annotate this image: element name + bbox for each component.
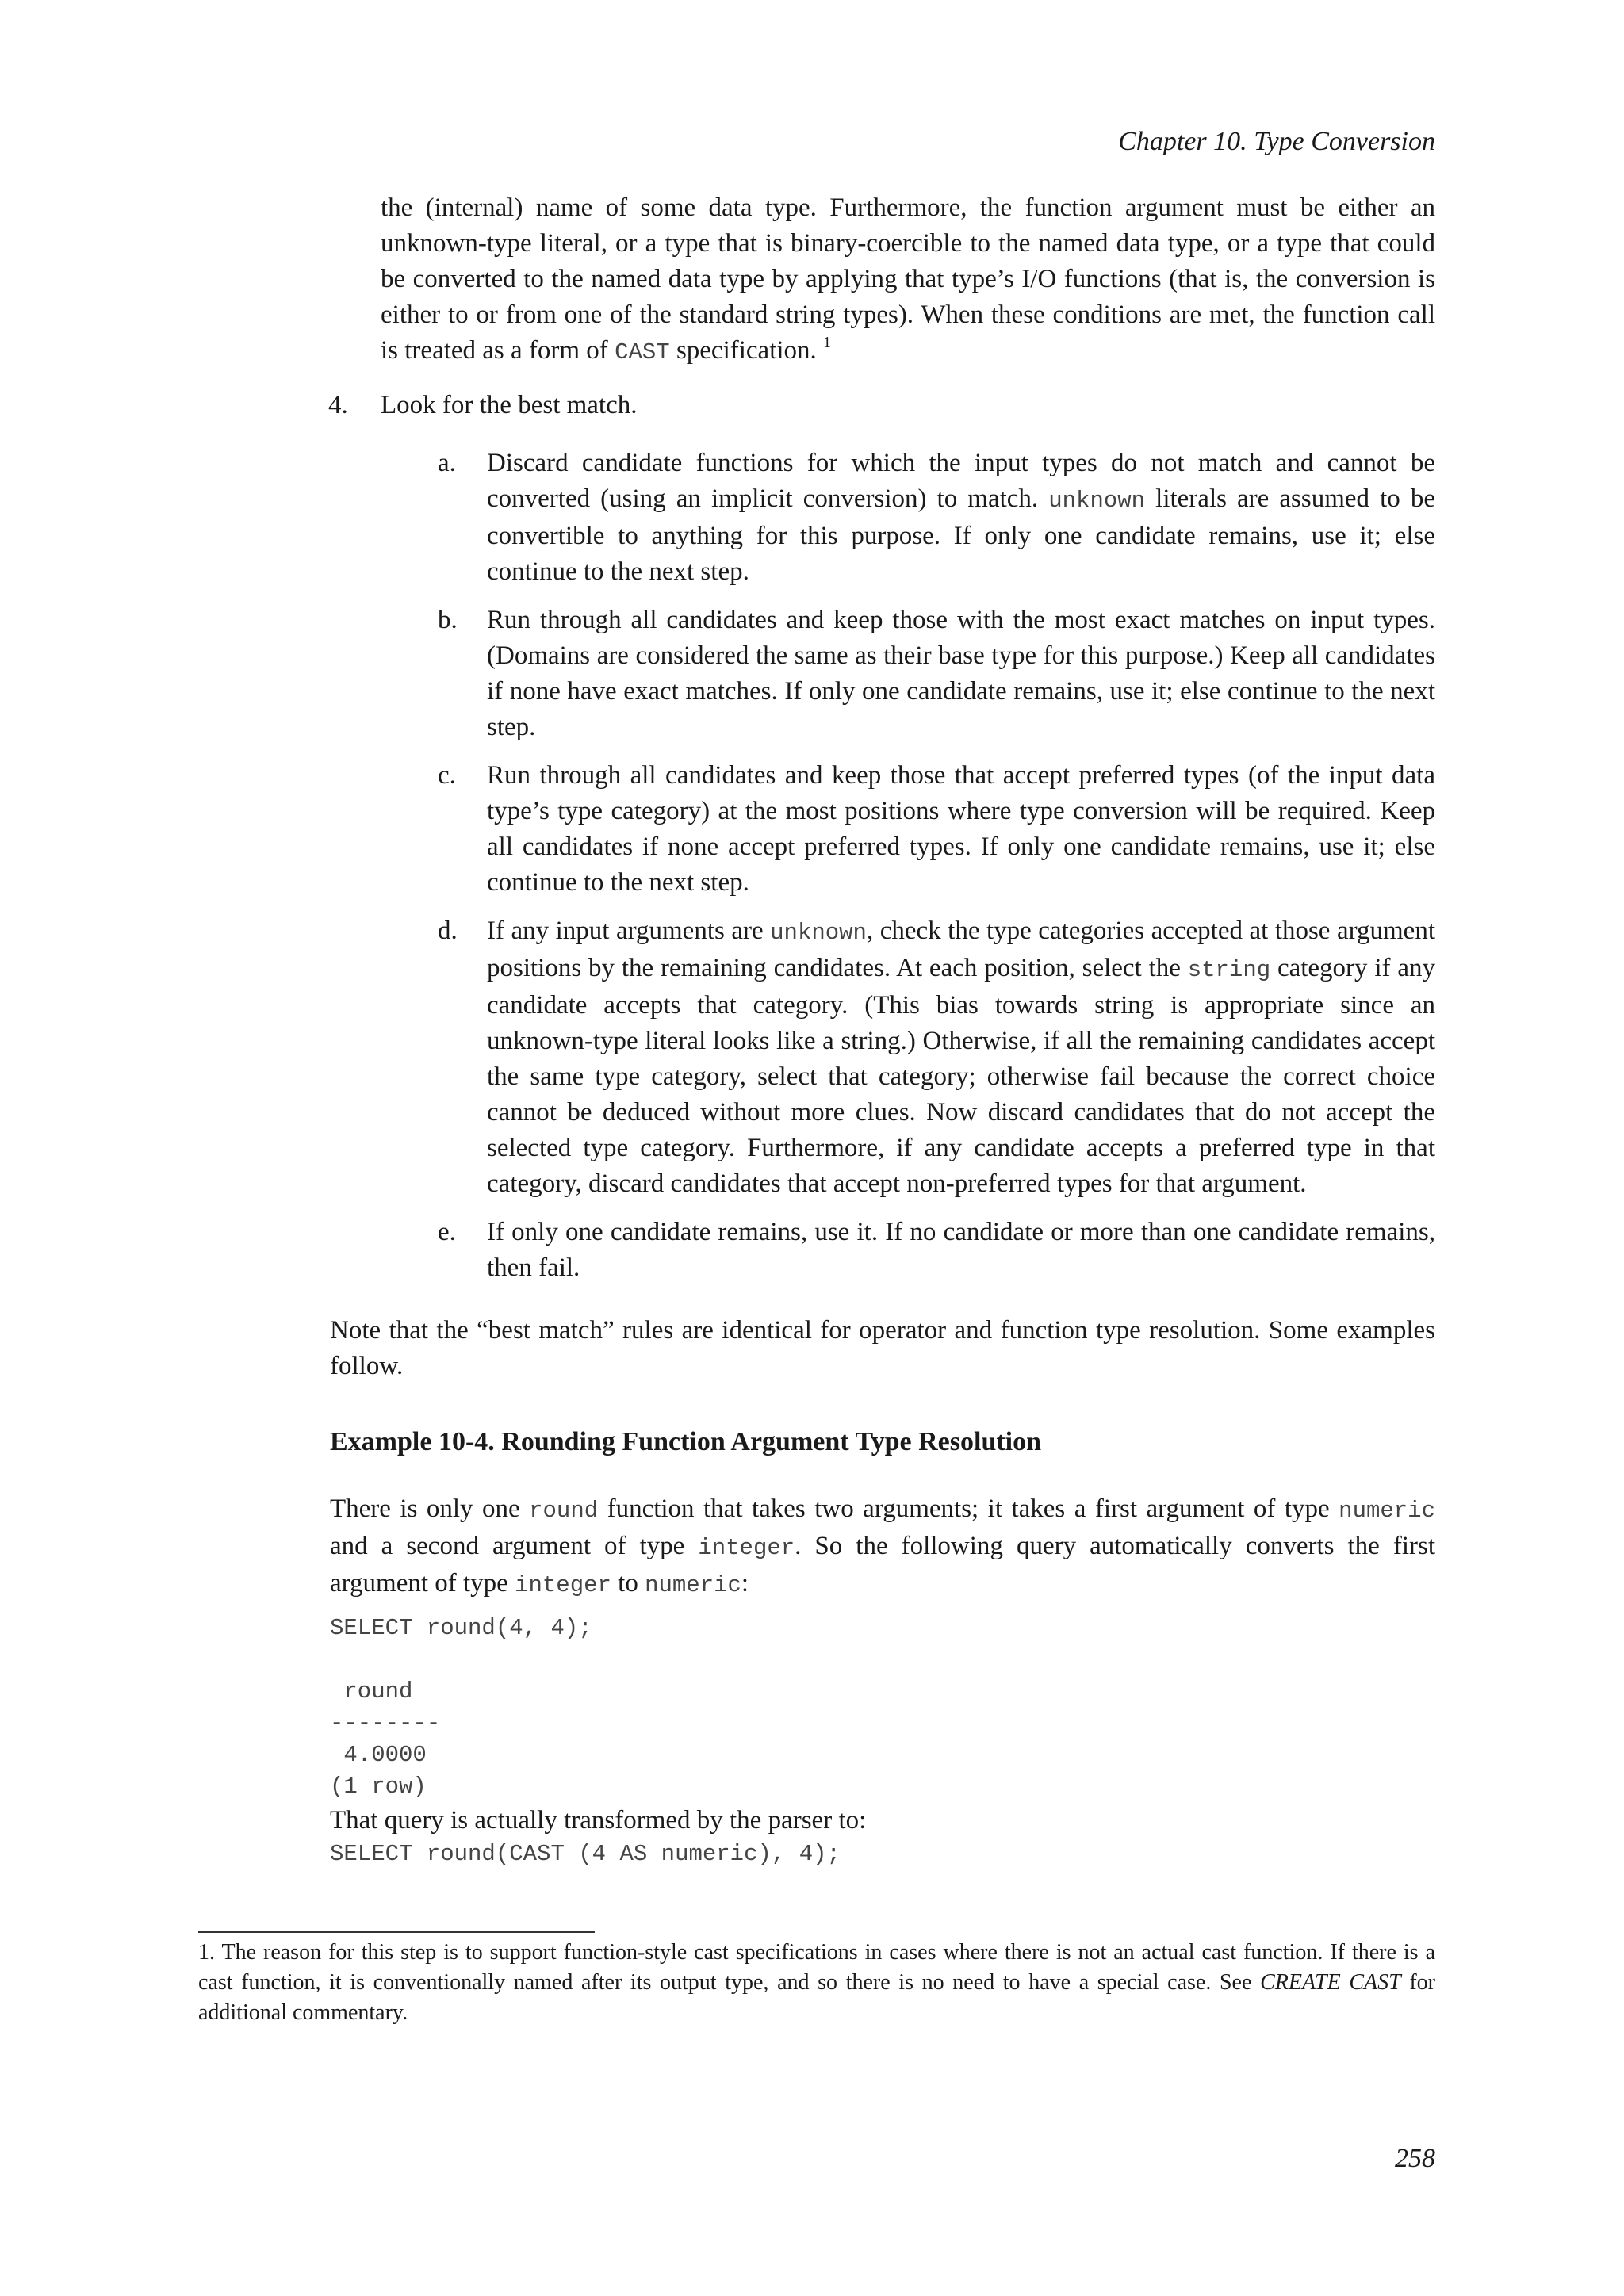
code-cast: CAST	[615, 339, 670, 365]
substep-e: e. If only one candidate remains, use it. If no candidate or more than one candidate remains, then fail.	[438, 1218, 1435, 1282]
footnote: 1. The reason for this step is to support function-style cast specifications in cases where there is not an actual cast function. If there is a cast function, it is conventionally named after its output type, and so there is no need to have a special case. See CREATE CAST for additional commentary.	[198, 1940, 1435, 2025]
example-paragraph: There is only one round function that takes two arguments; it takes a first argument of type numeric and a second argument of type integer. So the following query automatically converts the first argument of type integer to numeric:	[330, 1494, 1435, 1598]
transform-text: That query is actually transformed by the parser to:	[330, 1806, 867, 1835]
footnote-divider	[198, 1931, 595, 1933]
code-block-query: SELECT round(4, 4); round -------- 4.0000 (1 row)	[330, 1615, 592, 1800]
code-block-transformed: SELECT round(CAST (4 AS numeric), 4);	[330, 1841, 841, 1867]
substep-c: c. Run through all candidates and keep those that accept preferred types (of the input data type’s type category) at the most positions where type conversion will be required. Keep all candidates if none accept preferred types. If only one candidate remains, use it; else continue to the next step.	[438, 761, 1435, 897]
substeps-list	[438, 446, 1435, 1286]
substep-b: b. Run through all candidates and keep those with the most exact matches on input types. (Domains are considered the same as their base type for this purpose.) Keep all candidates if none have exact matches. If only one candidate remains, use it; else continue to the next step.	[438, 606, 1435, 741]
best-match-note: Note that the “best match” rules are identical for operator and function type resolution. Some examples follow.	[330, 1316, 1435, 1380]
substep-a: a. Discard candidate functions for which the input types do not match and cannot be converted (using an implicit conversion) to match. unknown literals are assumed to be convertible to anything for this purpose. If only one candidate remains, use it; else continue to the next step.	[438, 449, 1435, 586]
create-cast-link[interactable]: CREATE CAST	[1260, 1970, 1401, 1995]
page-number: 258	[1395, 2144, 1435, 2173]
step-4	[330, 388, 1435, 423]
intro-paragraph: the (internal) name of some data type. Furthermore, the function argument must be either an unknown-type literal, or a type that is binary-coercible to the named data type, or a type that could be converted to the named data type by applying that type’s I/O functions (that is, the conversion is either to or from one of the standard string types). When these conditions are met, the function call is treated as a form of CAST specification. $^1$	[381, 193, 1435, 365]
footnote-ref[interactable]: 1	[823, 334, 832, 351]
substep-d: d. If any input arguments are unknown, check the type categories accepted at those argument positions by the remaining candidates. At each position, select the string category if any candidate accepts that category. (This bias towards string is appropriate since an unknown-type literal looks like a string.) Otherwise, if all the remaining candidates accept the same type category, select that category; otherwise fail because the correct choice cannot be deduced without more clues. Now discard candidates that do not accept the selected type category. Furthermore, if any candidate accepts a preferred type in that category, discard candidates that accept non-preferred types for that argument.	[438, 916, 1435, 1198]
chapter-header: Chapter 10. Type Conversion	[1118, 127, 1435, 156]
step-title: Look for the best match.	[381, 391, 638, 419]
main-content	[330, 190, 1435, 1870]
example-title: Example 10-4. Rounding Function Argument Type Resolution	[330, 1427, 1042, 1456]
step-number: 4.	[328, 391, 348, 419]
